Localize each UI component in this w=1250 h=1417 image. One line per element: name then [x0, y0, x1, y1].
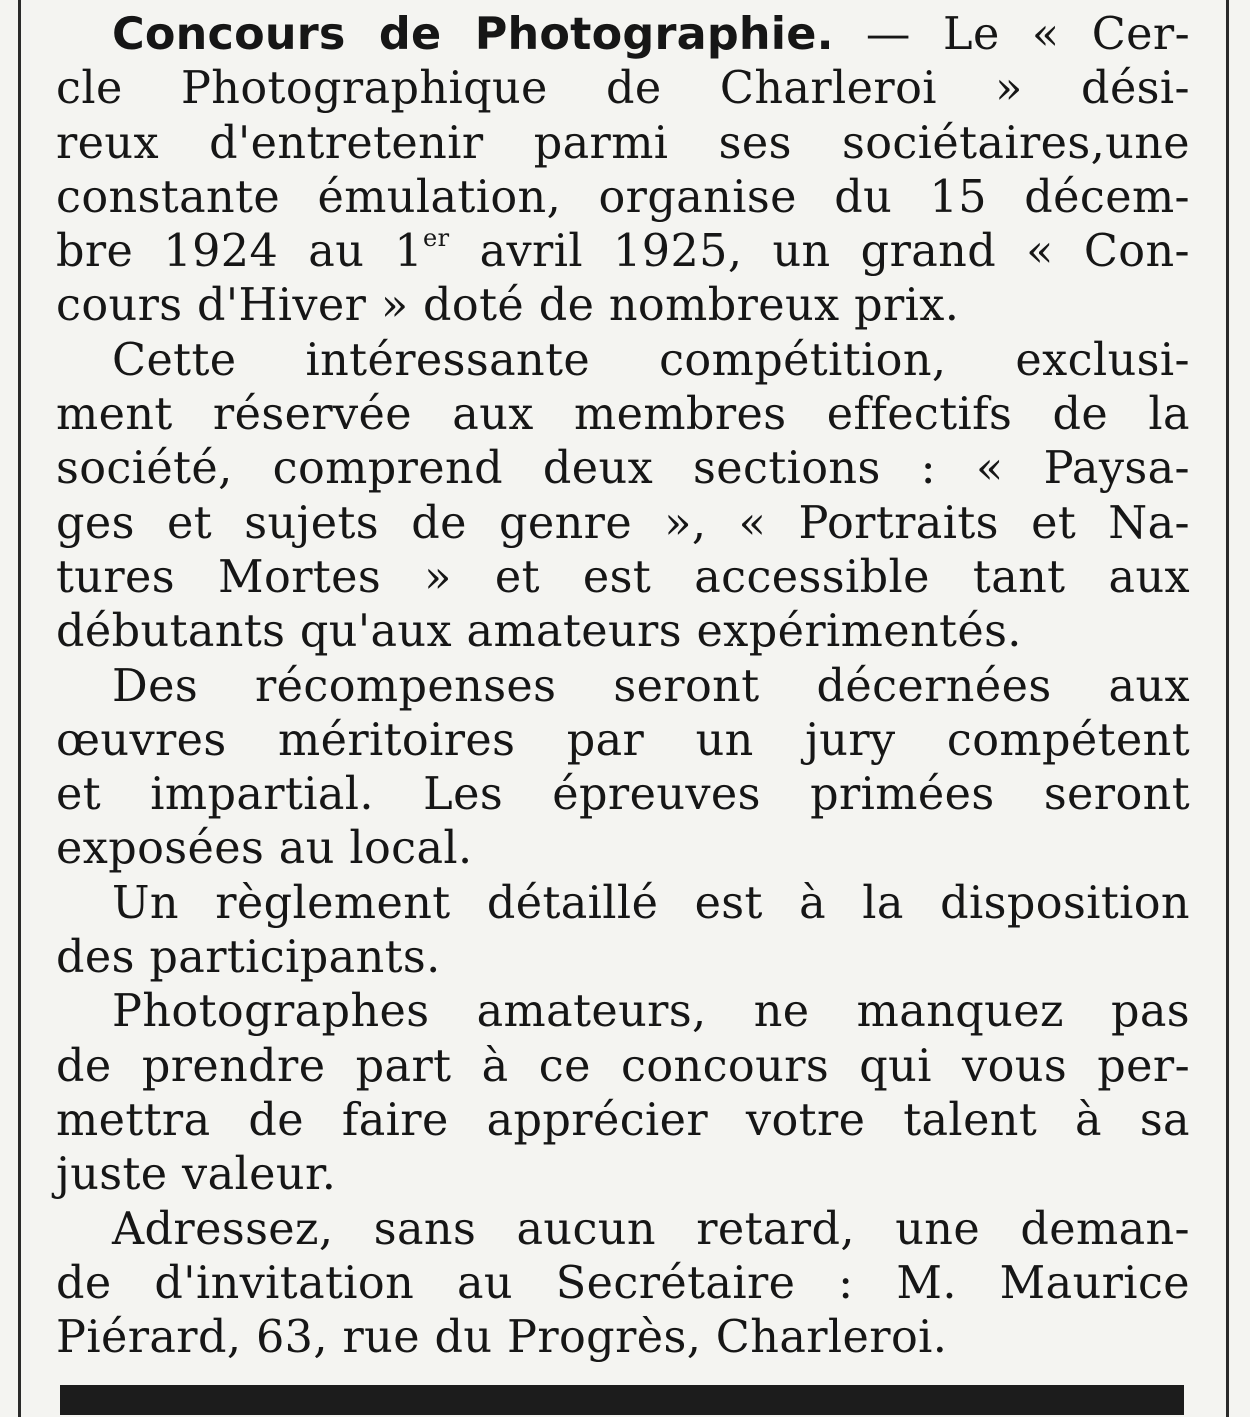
article-text: — Le « Cer-	[833, 9, 1191, 60]
article-text: bre 1924 au 1	[56, 226, 424, 278]
article-line: et impartial. Les épreuves primées seront	[56, 769, 1190, 821]
article-line: mettra de faire apprécier votre talent à sa	[56, 1094, 1190, 1146]
article-line: tures Mortes » et est accessible tant aux	[56, 551, 1190, 603]
article-line: Cette intéressante compétition, exclusi-	[112, 334, 1190, 386]
article-line: cle Photographique de Charleroi » dési-	[56, 63, 1190, 115]
article-line: Adressez, sans aucun retard, une deman-	[112, 1203, 1190, 1255]
article-line: cours d'Hiver » doté de nombreux prix.	[56, 280, 960, 332]
article-line: de d'invitation au Secrétaire : M. Maurice	[56, 1257, 1190, 1309]
article-line	[56, 8, 1190, 62]
article-headline: Concours de Photographie.	[112, 9, 834, 60]
news-article	[56, 8, 1190, 1365]
column-rule-right	[1226, 0, 1229, 1417]
article-line: ment réservée aux membres effectifs de la	[56, 389, 1190, 441]
article-line: ges et sujets de genre », « Portraits et Na-	[56, 497, 1190, 549]
article-line: société, comprend deux sections : « Paysa-	[56, 443, 1190, 495]
article-line: Des récompenses seront décernées aux	[112, 660, 1190, 712]
article-line: débutants qu'aux amateurs expérimentés.	[56, 606, 1022, 658]
article-end-rule	[60, 1385, 1184, 1415]
column-rule-left	[18, 0, 21, 1417]
article-line: œuvres méritoires par un jury compétent	[56, 714, 1190, 766]
article-text: avril 1925, un grand « Con-	[449, 226, 1190, 278]
article-line: Un règlement détaillé est à la disposition	[112, 877, 1190, 929]
article-line: constante émulation, organise du 15 décem-	[56, 171, 1190, 223]
article-line: des participants.	[56, 932, 441, 984]
article-line: reux d'entretenir parmi ses sociétaires,une	[56, 117, 1190, 169]
article-line: de prendre part à ce concours qui vous per-	[56, 1040, 1190, 1092]
ordinal-suffix: er	[423, 224, 450, 253]
article-line: Piérard, 63, rue du Progrès, Charleroi.	[56, 1312, 948, 1364]
article-line: juste valeur.	[56, 1149, 337, 1201]
article-line: Photographes amateurs, ne manquez pas	[112, 986, 1190, 1038]
article-line: exposées au local.	[56, 823, 473, 875]
article-line	[56, 225, 1190, 279]
